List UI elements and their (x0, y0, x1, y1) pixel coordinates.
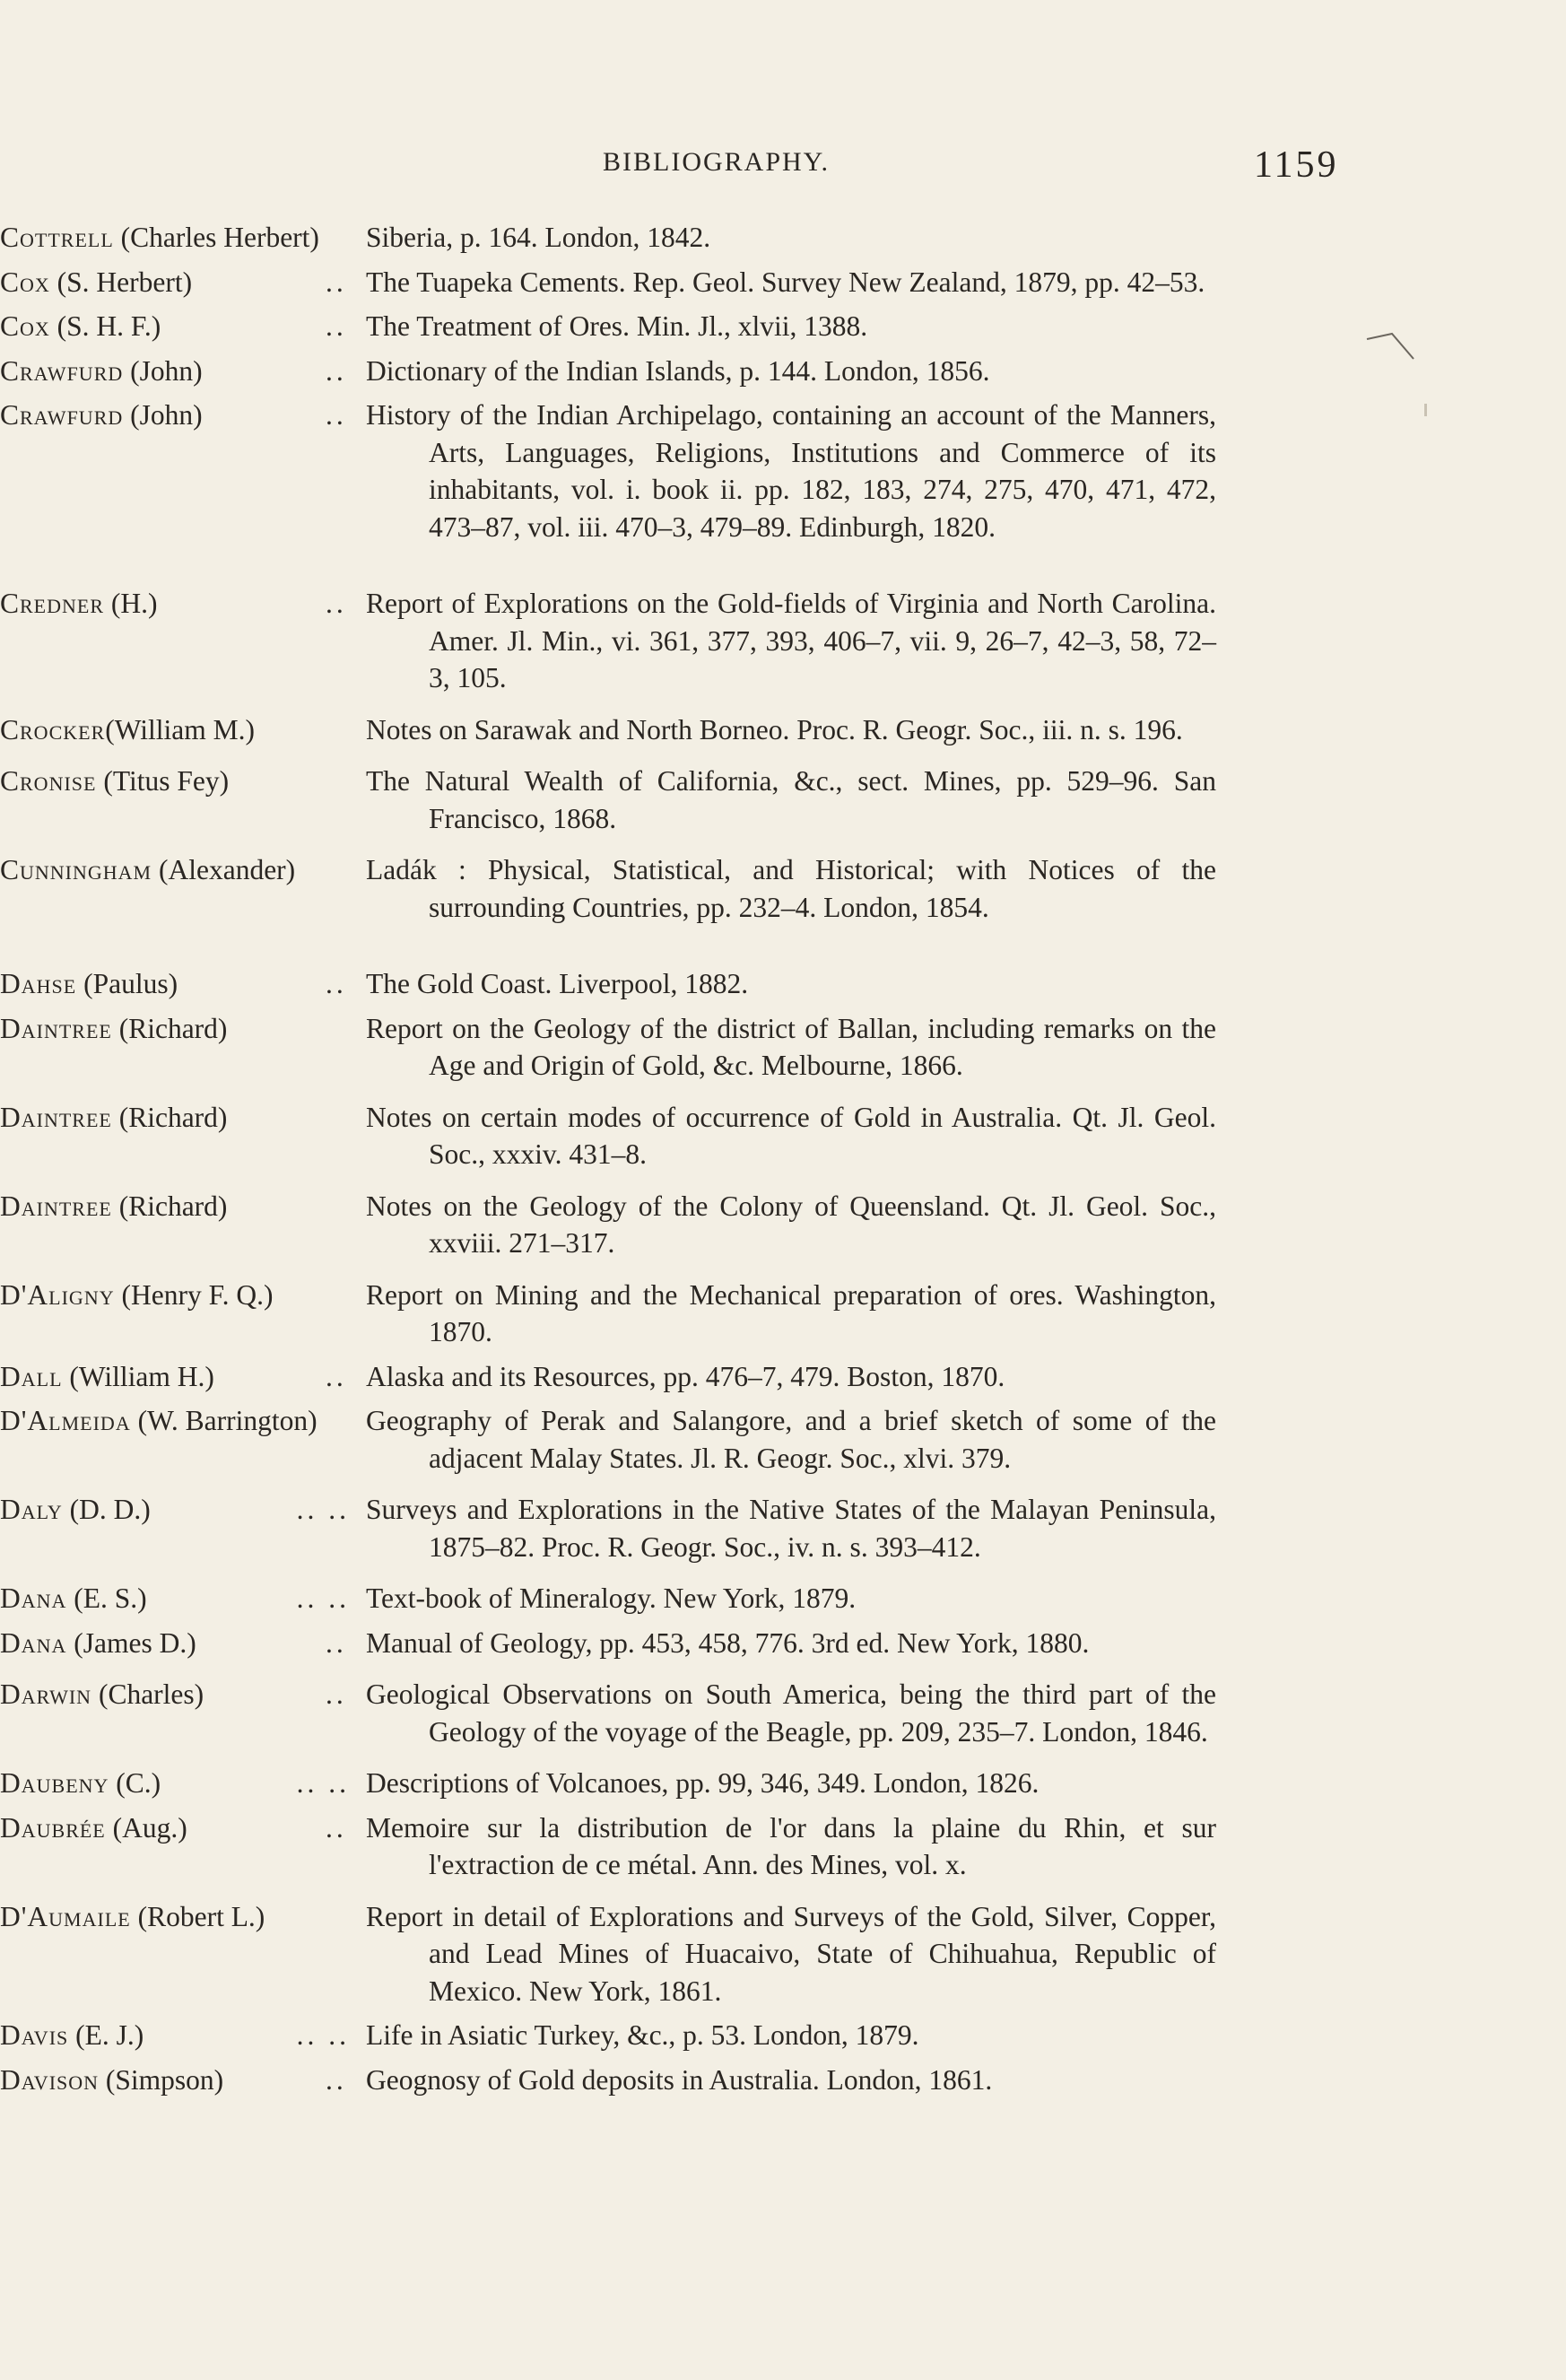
author-given-name: (Aug.) (105, 1811, 187, 1844)
author-given-name: (Robert L.) (130, 1900, 265, 1932)
author-given-name: (H.) (104, 588, 158, 619)
author-surname: Davis (0, 2019, 69, 2051)
bibliography-entry (0, 2017, 1566, 2054)
author-surname: Crawfurd (0, 354, 124, 387)
bibliography-entry (0, 397, 1566, 545)
entry-work: Ladák : Physical, Statistical, and Historical; with Notices of the surrounding Countries, pp. 232–4. London, 1854. (366, 854, 1216, 923)
bibliography-entry (0, 219, 1566, 257)
entry-author (0, 2017, 350, 2054)
entry-work: Memoire sur la distribution de l'or dans la plaine du Rhin, et sur l'extraction de ce métal. Ann. des Mines, vol. x. (366, 1811, 1216, 1880)
entry-author (0, 1765, 350, 1802)
bibliography-entry (0, 585, 1566, 697)
author-surname: Daintree (0, 1012, 112, 1044)
entry-author: Dahse (Paulus) .. (0, 968, 347, 999)
author-surname: Daintree (0, 1190, 112, 1222)
bibliography-entry (0, 763, 1566, 837)
entry-work: Siberia, p. 164. London, 1842. (366, 222, 711, 253)
author-given-name: (Charles Herbert) (113, 222, 319, 253)
entry-author (0, 1099, 350, 1137)
entry-author (0, 1580, 350, 1617)
entry-work: Geognosy of Gold deposits in Australia. London, 1861. (366, 2063, 993, 2096)
author-surname: D'Almeida (0, 1405, 131, 1436)
author-given-name: (Paulus) (76, 968, 178, 999)
page-number: 1159 (1254, 144, 1339, 186)
author-given-name: (Alexander) (152, 854, 296, 885)
author-surname: Dall (0, 1360, 63, 1392)
leader-dots: .. .. (296, 2019, 350, 2051)
entry-work: The Tuapeka Cements. Rep. Geol. Survey New Zealand, 1879, pp. 42–53. (366, 266, 1205, 298)
bibliography-entry (0, 1277, 1566, 1351)
author-given-name: (Richard) (111, 1190, 228, 1222)
author-given-name: (E. S.) (66, 1582, 147, 1614)
entry-author: Cox (S. H. F.) .. (0, 310, 347, 342)
bibliography-entry (0, 1580, 1566, 1617)
bibliography-entry (0, 1402, 1566, 1477)
author-surname: Cronise (0, 765, 97, 797)
entry-author: Davison (Simpson) .. (0, 2063, 347, 2096)
entry-work: Report on the Geology of the district of Ballan, including remarks on the Age and Origin of Gold, &c. Melbourne, 1866. (366, 1012, 1216, 1081)
bibliography-entry (0, 1188, 1566, 1262)
author-given-name: (James D.) (66, 1626, 196, 1659)
entry-author (0, 1188, 350, 1225)
entry-author: Crawfurd (John) .. (0, 354, 347, 387)
author-surname: Darwin (0, 1678, 92, 1710)
entry-work: Manual of Geology, pp. 453, 458, 776. 3rd ed. New York, 1880. (366, 1626, 1090, 1659)
author-given-name: (Titus Fey) (96, 765, 230, 797)
entry-work: Notes on certain modes of occurrence of Gold in Australia. Qt. Jl. Geol. Soc., xxxiv. 431–8. (366, 1101, 1216, 1170)
author-surname: Daly (0, 1494, 63, 1525)
bibliography-entry (0, 264, 1566, 301)
author-given-name: (Henry F. Q.) (114, 1278, 274, 1311)
page-header (0, 144, 1566, 197)
entry-author (0, 1898, 350, 1936)
entry-author: Crawfurd (John) .. (0, 399, 347, 431)
entry-work: Report of Explorations on the Gold-fields of Virginia and North Carolina. Amer. Jl. Min., vi. 361, 377, 393, 406–7, vii. 9, 26–7, 42–3, 58, 72–3, 105. (366, 588, 1216, 693)
entry-work: Geography of Perak and Salangore, and a brief sketch of some of the adjacent Malay States. Jl. R. Geogr. Soc., xlvi. 379. (366, 1405, 1216, 1474)
entry-work: The Gold Coast. Liverpool, 1882. (366, 968, 749, 999)
author-surname: Cunningham (0, 854, 152, 885)
author-surname: Crocker (0, 713, 106, 745)
entry-author (0, 1277, 350, 1314)
bibliography-entry (0, 308, 1566, 345)
entry-work: Text-book of Mineralogy. New York, 1879. (366, 1582, 857, 1614)
author-given-name: (S. Herbert) (49, 266, 193, 298)
author-surname: D'Aligny (0, 1278, 115, 1311)
entry-author (0, 851, 350, 889)
bibliography-entry (0, 2062, 1566, 2099)
bibliography-entry (0, 1676, 1566, 1750)
bibliography-entry (0, 1625, 1566, 1662)
author-given-name: (William H.) (62, 1360, 214, 1392)
entry-work: Report in detail of Explorations and Surveys of the Gold, Silver, Copper, and Lead Mines of Huacaivo, State of Chihuahua, Republic of Mexico. New York, 1861. (366, 1900, 1216, 2007)
entry-work: Dictionary of the Indian Islands, p. 144. London, 1856. (366, 354, 990, 387)
bibliography-entry (0, 711, 1566, 749)
author-surname: Daintree (0, 1101, 112, 1133)
entry-work: The Natural Wealth of California, &c., sect. Mines, pp. 529–96. San Francisco, 1868. (366, 765, 1216, 834)
author-given-name: (John) (123, 354, 203, 387)
bibliography-entry (0, 1491, 1566, 1565)
author-given-name: (Simpson) (99, 2063, 224, 2096)
author-given-name: (W. Barrington) (130, 1405, 318, 1436)
entry-work: Alaska and its Resources, pp. 476–7, 479. Boston, 1870. (366, 1360, 1005, 1392)
entry-author (0, 1491, 350, 1529)
entry-work: Life in Asiatic Turkey, &c., p. 53. London, 1879. (366, 2019, 919, 2051)
entry-author (0, 1010, 350, 1048)
entry-work: History of the Indian Archipelago, containing an account of the Manners, Arts, Languages, Religions, Institutions and Commerce of its inhabitants, vol. i. book ii. pp. 182, 183, 274, 275, 470, 471, 472, 473–87, vol. iii. 470–3, 479–89. Edinburgh, 1820. (366, 399, 1216, 543)
author-surname: Davison (0, 2063, 100, 2096)
author-surname: Dahse (0, 968, 77, 999)
author-surname: Cox (0, 310, 50, 342)
author-surname: Dana (0, 1582, 67, 1614)
author-surname: Cox (0, 266, 50, 298)
author-given-name: (D. D.) (62, 1494, 151, 1525)
bibliography-entry (0, 1765, 1566, 1802)
author-surname: Cottrell (0, 222, 114, 253)
entry-work: Geological Observations on South America, being the third part of the Geology of the voyage of the Beagle, pp. 209, 235–7. London, 1846. (366, 1678, 1216, 1748)
entry-author (0, 711, 350, 749)
bibliography-entry (0, 1010, 1566, 1085)
running-title: BIBLIOGRAPHY. (603, 147, 830, 177)
author-given-name: (William M.) (105, 713, 255, 745)
author-given-name: (E. J.) (68, 2019, 144, 2051)
bibliography-entry (0, 965, 1566, 1003)
author-given-name: (Richard) (111, 1012, 228, 1044)
bibliography-list (0, 219, 1566, 2098)
entry-work: Notes on the Geology of the Colony of Queensland. Qt. Jl. Geol. Soc., xxviii. 271–317. (366, 1190, 1216, 1259)
author-given-name: (Richard) (111, 1101, 228, 1133)
entry-author: Credner (H.) .. (0, 588, 347, 619)
author-given-name: (S. H. F.) (49, 310, 161, 342)
entry-author (0, 1402, 350, 1440)
leader-dots: .. .. (296, 1494, 350, 1525)
entry-author: Cox (S. Herbert) .. (0, 266, 347, 298)
author-surname: Credner (0, 588, 105, 619)
author-surname: Daubrée (0, 1811, 106, 1844)
bibliography-entry (0, 1898, 1566, 2010)
author-surname: Daubeny (0, 1767, 109, 1799)
author-surname: Dana (0, 1626, 67, 1659)
bibliography-entry (0, 1358, 1566, 1396)
entry-work: Report on Mining and the Mechanical preparation of ores. Washington, 1870. (366, 1278, 1216, 1347)
entry-work: Notes on Sarawak and North Borneo. Proc. R. Geogr. Soc., iii. n. s. 196. (366, 713, 1183, 745)
entry-author: Dall (William H.) .. (0, 1360, 347, 1392)
author-surname: Crawfurd (0, 399, 124, 431)
bibliography-entry (0, 851, 1566, 926)
entry-author: Dana (James D.) .. (0, 1626, 347, 1659)
entry-author: Daubrée (Aug.) .. (0, 1811, 347, 1844)
bibliography-entry (0, 353, 1566, 390)
author-given-name: (John) (123, 399, 203, 431)
bibliography-entry (0, 1809, 1566, 1884)
author-surname: D'Aumaile (0, 1900, 131, 1932)
entry-author (0, 763, 350, 800)
entry-author (0, 219, 350, 257)
entry-work: Descriptions of Volcanoes, pp. 99, 346, 349. London, 1826. (366, 1767, 1040, 1799)
author-given-name: (C.) (109, 1767, 161, 1799)
entry-work: The Treatment of Ores. Min. Jl., xlvii, 1388. (366, 310, 868, 342)
leader-dots: .. .. (296, 1767, 350, 1799)
leader-dots: .. .. (296, 1582, 350, 1614)
entry-author: Darwin (Charles) .. (0, 1678, 347, 1710)
bibliography-entry (0, 1099, 1566, 1173)
author-given-name: (Charles) (91, 1678, 204, 1710)
entry-work: Surveys and Explorations in the Native States of the Malayan Peninsula, 1875–82. Proc. R. Geogr. Soc., iv. n. s. 393–412. (366, 1494, 1216, 1563)
